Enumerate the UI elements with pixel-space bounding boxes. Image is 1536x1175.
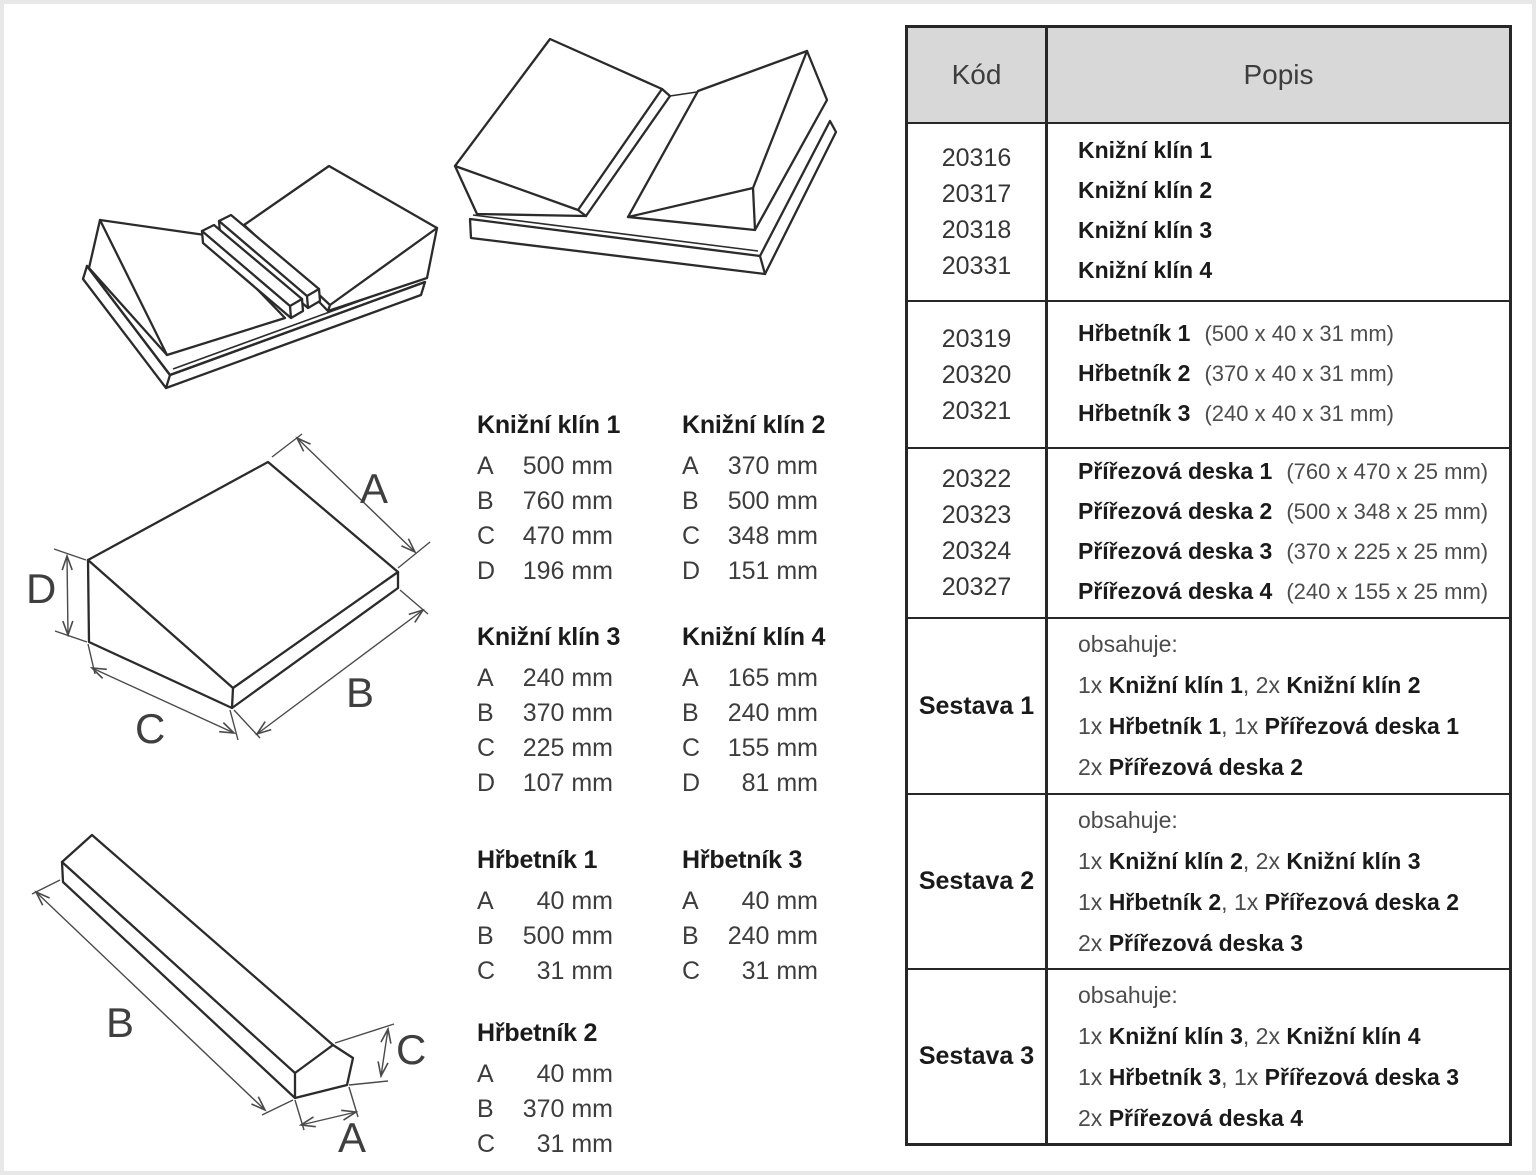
spec-row bbox=[477, 884, 659, 919]
product-code: 20316 bbox=[941, 144, 1012, 172]
code-cell bbox=[908, 970, 1048, 1143]
qty-text: 1x bbox=[1078, 847, 1109, 874]
spec-dim-letter: D bbox=[682, 557, 701, 585]
spec-dim-value: 370 mm bbox=[522, 699, 613, 727]
product-dimensions: (370 x 225 x 25 mm) bbox=[1286, 539, 1489, 564]
table-header-row bbox=[908, 28, 1509, 122]
cradle-assembled-side-drawing bbox=[52, 128, 472, 408]
product-name: Knižní klín 2 bbox=[1078, 177, 1213, 203]
spec-dim-value: 196 mm bbox=[522, 557, 613, 585]
spec-dim-value: 31 mm bbox=[536, 957, 613, 985]
spec-group-knizni-klin-4 bbox=[682, 622, 864, 801]
code-column-header: Kód bbox=[908, 28, 1048, 122]
spec-dim-letter: D bbox=[682, 769, 701, 797]
set-contents-line bbox=[1078, 841, 1509, 882]
spec-dim-letter: B bbox=[477, 922, 494, 950]
set-name: Sestava 3 bbox=[918, 1042, 1035, 1070]
spine-bar-dimension-drawing bbox=[10, 810, 450, 1170]
spec-row bbox=[682, 884, 864, 919]
qty-text: , 1x bbox=[1221, 713, 1265, 739]
product-name: Knižní klín 3 bbox=[1078, 217, 1213, 243]
spec-title: Hřbetník 2 bbox=[477, 1019, 598, 1047]
component-name: Knižní klín 3 bbox=[1286, 847, 1421, 874]
dim-label-a: A bbox=[338, 1114, 367, 1161]
code-cell bbox=[908, 302, 1048, 447]
spec-dim-value: 240 mm bbox=[522, 664, 613, 692]
component-name: Knižní klín 3 bbox=[1108, 1022, 1243, 1049]
spec-dim-value: 151 mm bbox=[727, 557, 818, 585]
product-item bbox=[1078, 315, 1509, 355]
product-name: Přířezová deska 3 bbox=[1078, 538, 1273, 564]
spec-row bbox=[682, 519, 864, 554]
component-name: Knižní klín 1 bbox=[1108, 672, 1243, 698]
spec-group-knizni-klin-2 bbox=[682, 410, 864, 589]
component-name: Hřbetník 3 bbox=[1108, 1063, 1222, 1090]
spec-dim-letter: A bbox=[682, 452, 699, 480]
product-item bbox=[1078, 252, 1509, 292]
spec-dim-letter: C bbox=[477, 522, 496, 550]
product-name: Přířezová deska 4 bbox=[1078, 578, 1273, 604]
product-item bbox=[1078, 395, 1509, 435]
spec-group-hrbetnik-3 bbox=[682, 845, 864, 989]
dim-label-b: B bbox=[346, 669, 375, 716]
spec-dim-letter: C bbox=[477, 1130, 496, 1158]
qty-text: , 2x bbox=[1242, 1022, 1287, 1049]
product-item bbox=[1078, 132, 1509, 172]
table-row-sestava-1 bbox=[908, 617, 1509, 793]
code-cell bbox=[908, 619, 1048, 793]
spec-dim-value: 370 mm bbox=[522, 1095, 613, 1123]
spec-row bbox=[477, 1092, 659, 1127]
product-name: Knižní klín 1 bbox=[1078, 137, 1213, 163]
product-code: 20320 bbox=[941, 360, 1012, 389]
spec-dim-letter: B bbox=[477, 1095, 494, 1123]
product-name: Přířezová deska 2 bbox=[1078, 498, 1273, 524]
table-row-sestava-3 bbox=[908, 968, 1509, 1143]
qty-text: , 2x bbox=[1242, 672, 1287, 698]
spec-dim-value: 760 mm bbox=[522, 487, 613, 515]
dim-label-d: D bbox=[26, 565, 57, 612]
product-code: 20318 bbox=[941, 216, 1012, 244]
bar-body bbox=[62, 835, 353, 1098]
qty-text: 1x bbox=[1078, 1063, 1109, 1090]
product-dimensions: (500 x 40 x 31 mm) bbox=[1204, 320, 1394, 346]
spec-row bbox=[477, 954, 659, 989]
spec-row bbox=[477, 519, 659, 554]
qty-text: 1x bbox=[1078, 1022, 1109, 1049]
set-contents-line bbox=[1078, 747, 1509, 788]
component-name: Přířezová deska 2 bbox=[1264, 888, 1459, 915]
spec-title: Knižní klín 2 bbox=[682, 411, 826, 439]
qty-text: , 2x bbox=[1242, 847, 1287, 874]
spec-row bbox=[682, 954, 864, 989]
product-item bbox=[1078, 172, 1509, 212]
product-item bbox=[1078, 212, 1509, 252]
spec-dim-letter: D bbox=[477, 557, 496, 585]
product-item bbox=[1078, 533, 1509, 573]
set-contents-line bbox=[1078, 1016, 1509, 1057]
component-name: Knižní klín 2 bbox=[1286, 672, 1421, 698]
qty-text: , 1x bbox=[1221, 1063, 1265, 1090]
qty-text: 1x bbox=[1078, 672, 1109, 698]
spec-dim-value: 165 mm bbox=[727, 664, 818, 692]
spec-dim-value: 500 mm bbox=[522, 922, 613, 950]
spec-dim-letter: A bbox=[477, 452, 494, 480]
product-code: 20321 bbox=[941, 396, 1012, 425]
qty-text: 1x bbox=[1078, 888, 1109, 915]
product-item bbox=[1078, 355, 1509, 395]
spec-row bbox=[477, 484, 659, 519]
qty-text: 2x bbox=[1078, 929, 1109, 956]
desc-cell bbox=[1048, 970, 1509, 1143]
table-row-sestava-2 bbox=[908, 793, 1509, 968]
spec-row bbox=[477, 1127, 659, 1162]
spec-title: Hřbetník 3 bbox=[682, 846, 803, 874]
spec-dim-letter: C bbox=[682, 522, 701, 550]
product-dimensions: (500 x 348 x 25 mm) bbox=[1286, 499, 1489, 524]
spec-dim-value: 500 mm bbox=[522, 452, 613, 480]
product-code: 20331 bbox=[941, 252, 1012, 280]
spec-dim-letter: A bbox=[477, 664, 494, 692]
spec-dim-letter: B bbox=[682, 487, 699, 515]
product-name: Hřbetník 1 bbox=[1078, 319, 1191, 346]
spec-title: Knižní klín 4 bbox=[682, 623, 826, 651]
set-name: Sestava 2 bbox=[918, 867, 1035, 895]
spec-dim-letter: A bbox=[682, 887, 699, 915]
qty-text: 2x bbox=[1078, 754, 1109, 780]
desc-cell bbox=[1048, 619, 1509, 793]
spec-title: Knižní klín 1 bbox=[477, 411, 621, 439]
table-row-hrbetniky bbox=[908, 300, 1509, 447]
spec-dim-letter: C bbox=[477, 957, 496, 985]
set-name: Sestava 1 bbox=[918, 691, 1035, 720]
set-contents-line bbox=[1078, 706, 1509, 747]
spec-dim-value: 225 mm bbox=[522, 734, 613, 762]
product-name: Přířezová deska 1 bbox=[1078, 458, 1273, 484]
product-item bbox=[1078, 453, 1509, 493]
spec-dim-value: 370 mm bbox=[727, 452, 818, 480]
spec-row bbox=[682, 731, 864, 766]
spec-dim-value: 40 mm bbox=[536, 1060, 613, 1088]
spec-dim-letter: B bbox=[682, 699, 699, 727]
left-wedge bbox=[455, 39, 670, 216]
desc-cell bbox=[1048, 124, 1509, 300]
spec-row bbox=[682, 696, 864, 731]
spec-dim-letter: A bbox=[477, 887, 494, 915]
dim-label-c: C bbox=[396, 1026, 427, 1073]
component-name: Hřbetník 1 bbox=[1108, 713, 1222, 739]
spec-row bbox=[477, 554, 659, 589]
desc-column-header: Popis bbox=[1243, 59, 1314, 90]
spec-dim-letter: C bbox=[682, 734, 701, 762]
component-name: Přířezová deska 1 bbox=[1264, 713, 1459, 739]
product-name: Hřbetník 2 bbox=[1078, 359, 1191, 386]
table-row-knizni-kliny bbox=[908, 122, 1509, 300]
product-table bbox=[905, 25, 1512, 1146]
component-name: Přířezová deska 3 bbox=[1108, 929, 1304, 956]
set-contents-line bbox=[1078, 1057, 1509, 1098]
spec-dim-letter: D bbox=[477, 769, 496, 797]
product-name: Hřbetník 3 bbox=[1078, 399, 1191, 426]
dim-label-b: B bbox=[106, 999, 135, 1046]
spec-dim-value: 81 mm bbox=[741, 769, 818, 797]
product-name: Knižní klín 4 bbox=[1078, 257, 1213, 283]
spec-dim-letter: B bbox=[477, 487, 494, 515]
spec-dim-value: 31 mm bbox=[741, 957, 818, 985]
component-name: Hřbetník 2 bbox=[1108, 888, 1222, 915]
product-code: 20327 bbox=[941, 573, 1012, 601]
set-contents-line bbox=[1078, 1098, 1509, 1139]
spec-dim-value: 40 mm bbox=[536, 887, 613, 915]
set-contents-line bbox=[1078, 665, 1509, 706]
spec-group-hrbetnik-1 bbox=[477, 845, 659, 989]
product-code: 20322 bbox=[941, 465, 1012, 493]
desc-cell bbox=[1048, 449, 1509, 617]
spec-group-knizni-klin-3 bbox=[477, 622, 659, 801]
qty-text: 1x bbox=[1078, 713, 1109, 739]
product-code: 20319 bbox=[941, 324, 1012, 353]
spec-dim-value: 155 mm bbox=[727, 734, 818, 762]
wedge-dimension-drawing bbox=[10, 430, 450, 760]
spec-group-hrbetnik-2 bbox=[477, 1018, 659, 1162]
dim-arrow-d bbox=[67, 556, 68, 635]
dim-label-a: A bbox=[360, 465, 389, 512]
spec-dim-value: 240 mm bbox=[727, 699, 818, 727]
code-cell bbox=[908, 795, 1048, 968]
spec-dim-value: 40 mm bbox=[741, 887, 818, 915]
product-code: 20317 bbox=[941, 180, 1012, 208]
desc-cell bbox=[1048, 795, 1509, 968]
product-code: 20323 bbox=[941, 501, 1012, 529]
spec-row bbox=[682, 919, 864, 954]
spec-dim-letter: A bbox=[682, 664, 699, 692]
spec-dim-value: 31 mm bbox=[536, 1130, 613, 1158]
spec-dim-letter: B bbox=[682, 922, 699, 950]
set-contents-line bbox=[1078, 882, 1509, 923]
dim-arrow-c bbox=[381, 1029, 388, 1076]
product-dimensions: (760 x 470 x 25 mm) bbox=[1286, 459, 1489, 484]
spec-row bbox=[682, 554, 864, 589]
qty-text: 2x bbox=[1078, 1104, 1109, 1131]
product-item bbox=[1078, 573, 1509, 613]
spec-dim-value: 470 mm bbox=[522, 522, 613, 550]
set-intro: obsahuje: bbox=[1078, 981, 1178, 1008]
spec-row bbox=[682, 661, 864, 696]
spec-title: Knižní klín 3 bbox=[477, 623, 621, 651]
spec-row bbox=[682, 766, 864, 801]
product-dimensions: (370 x 40 x 31 mm) bbox=[1204, 360, 1394, 386]
component-name: Přířezová deska 2 bbox=[1108, 754, 1304, 780]
component-name: Knižní klín 2 bbox=[1108, 847, 1243, 874]
qty-text: , 1x bbox=[1221, 888, 1265, 915]
spec-row bbox=[477, 731, 659, 766]
spec-dim-value: 240 mm bbox=[727, 922, 818, 950]
spec-dim-value: 107 mm bbox=[522, 769, 613, 797]
spec-dim-letter: A bbox=[477, 1060, 494, 1088]
component-name: Přířezová deska 3 bbox=[1264, 1063, 1459, 1090]
dim-label-c: C bbox=[135, 705, 166, 752]
spec-row bbox=[477, 1057, 659, 1092]
set-intro: obsahuje: bbox=[1078, 631, 1178, 657]
set-intro: obsahuje: bbox=[1078, 806, 1178, 833]
spec-dim-letter: C bbox=[477, 734, 496, 762]
spec-row bbox=[682, 484, 864, 519]
spec-dim-letter: C bbox=[682, 957, 701, 985]
code-cell bbox=[908, 449, 1048, 617]
product-item bbox=[1078, 493, 1509, 533]
spec-row bbox=[477, 661, 659, 696]
spec-row bbox=[477, 696, 659, 731]
product-code: 20324 bbox=[941, 537, 1012, 565]
component-name: Přířezová deska 4 bbox=[1108, 1104, 1304, 1131]
table-row-prirezove-desky bbox=[908, 447, 1509, 617]
spec-row bbox=[477, 449, 659, 484]
spec-dim-letter: B bbox=[477, 699, 494, 727]
spec-dim-value: 500 mm bbox=[727, 487, 818, 515]
spec-row bbox=[682, 449, 864, 484]
spec-group-knizni-klin-1 bbox=[477, 410, 659, 589]
spec-row bbox=[477, 766, 659, 801]
code-cell bbox=[908, 124, 1048, 300]
product-dimensions: (240 x 155 x 25 mm) bbox=[1286, 579, 1489, 604]
set-contents-line bbox=[1078, 923, 1509, 964]
product-dimensions: (240 x 40 x 31 mm) bbox=[1204, 400, 1394, 426]
desc-cell bbox=[1048, 302, 1509, 447]
spec-title: Hřbetník 1 bbox=[477, 846, 598, 874]
spec-row bbox=[477, 919, 659, 954]
spec-dim-value: 348 mm bbox=[727, 522, 818, 550]
cradle-assembled-front-drawing bbox=[440, 20, 860, 280]
component-name: Knižní klín 4 bbox=[1286, 1022, 1421, 1049]
